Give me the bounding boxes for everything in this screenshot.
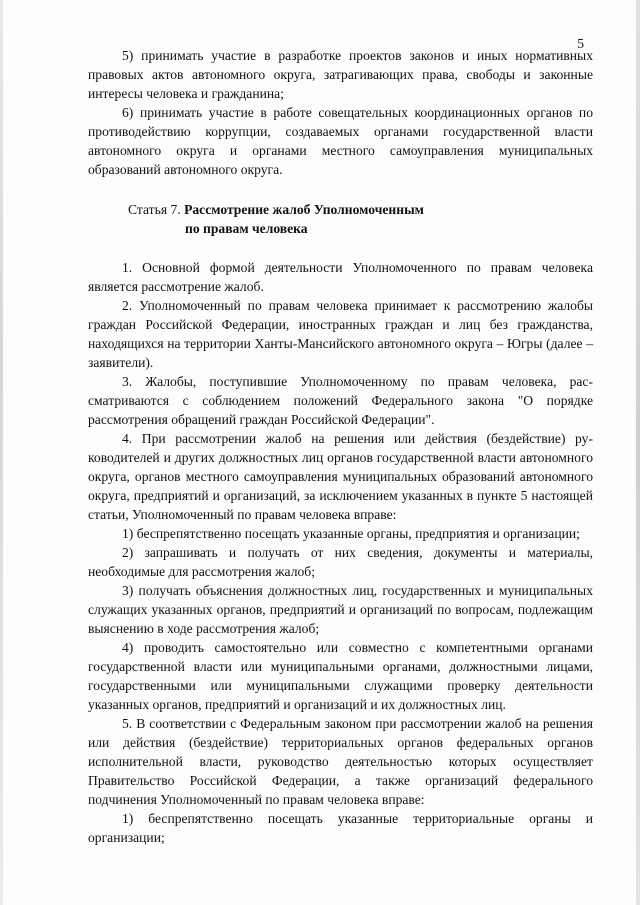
- scan-edge-left: [0, 0, 3, 905]
- paragraph-4-item-1: 1) беспрепятственно посещать указанные органы, предприятия и организации;: [122, 526, 580, 541]
- paragraph-3: 3. Жалобы, поступившие Уполномоченному по правам человека, рассматриваются с соблюдением положений Федерального закона "О порядке рассмотрения обращений граждан Российской Федерации".: [88, 374, 593, 427]
- scan-edge-right: [636, 0, 640, 905]
- article-title-line2: по правам человека: [185, 221, 308, 236]
- document-body: [88, 46, 593, 847]
- paragraph-1: 1. Основной формой деятельности Уполномоченного по правам человека является рассмотрение жалоб.: [88, 260, 593, 294]
- paragraph-item-6: 6) принимать участие в работе совещательных координационных органов по противодействию коррупции, создаваемых органами государственной власти автономного округа и органами местного самоуправления муниципальных образований автономного округа.: [88, 105, 593, 177]
- paragraph-5-item-1: 1) беспрепятственно посещать указанные территориальные органы и организации;: [88, 811, 593, 845]
- paragraph-4-item-3: 3) получать объяснения должностных лиц, государственных и муниципальных служащих указанных органов, предприятий и организаций по вопросам, подлежащим выяснению в ходе рассмотрения жалоб;: [88, 583, 593, 636]
- paragraph-5: 5. В соответствии с Федеральным законом при рассмотрении жалоб на решения или действия (бездействие) территориальных органов федеральных органов исполнительной власти, руководство деятельностью которых осуществляет Правительство Российской Федерации, а также организаций федерального подчинения Уполномоченный по правам человека вправе:: [88, 716, 593, 807]
- page-number: 5: [577, 36, 584, 51]
- paragraph-2: 2. Уполномоченный по правам человека принимает к рассмотрению жалобы граждан Российской Федерации, иностранных граждан и лиц без гражданства, находящихся на территории Ханты-Мансийского автономного округа – Югры (далее – заявители).: [88, 298, 593, 370]
- article-number: Статья 7.: [128, 202, 181, 217]
- paragraph-4: 4. При рассмотрении жалоб на решения или действия (бездействие) руководителей и других должностных лиц органов государственной власти автономного округа, органов местного самоуправления муниципальных образований автономного округа, предприятий и организаций, за исключением указанных в пункте 5 настоящей статьи, Уполномоченный по правам человека вправе:: [88, 431, 593, 522]
- article-title-line1: Рассмотрение жалоб Уполномоченным: [184, 202, 424, 217]
- article-heading: [88, 200, 593, 238]
- paragraph-4-item-4: 4) проводить самостоятельно или совместно с компетентными органами государственной власти или муниципальными органами, должностными лицами, государственными или муниципальными служащими проверку деятельности указанных органов, предприятий и организаций и их должностных лиц.: [88, 640, 593, 712]
- paragraph-item-5: 5) принимать участие в разработке проектов законов и иных нормативных правовых актов автономного округа, затрагивающих права, свободы и законные интересы человека и гражданина;: [88, 48, 593, 101]
- paragraph-4-item-2: 2) запрашивать и получать от них сведения, документы и материалы, необходимые для рассмотрения жалоб;: [88, 545, 593, 579]
